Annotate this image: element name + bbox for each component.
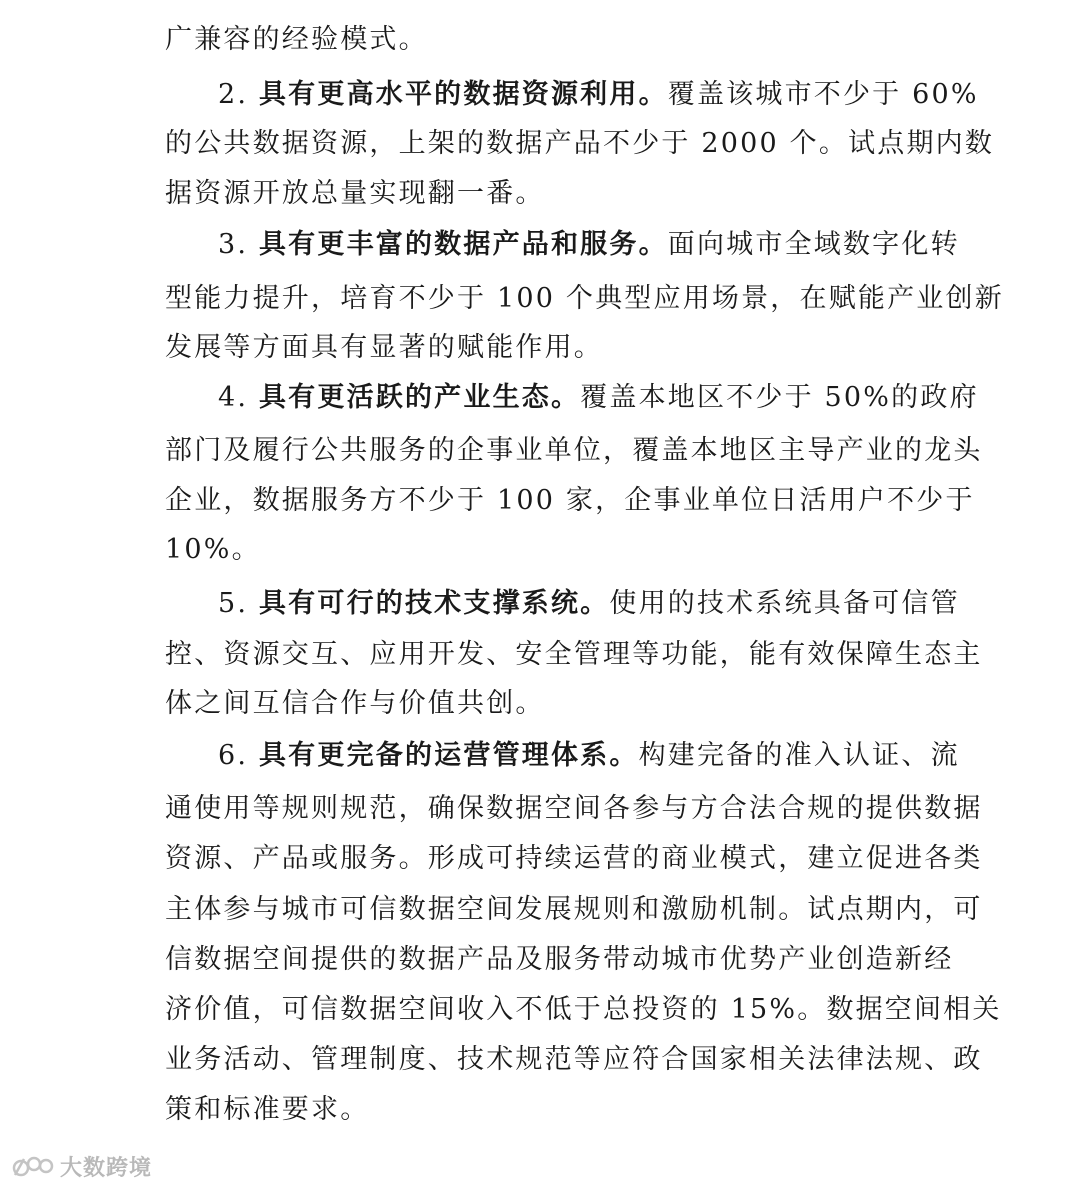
paragraph-line: 广兼容的经验模式。 bbox=[165, 24, 428, 55]
item-heading: 具有更活跃的产业生态。 bbox=[258, 382, 581, 413]
item-text: 构建完备的准入认证、流 bbox=[638, 740, 960, 771]
item-number: 6. bbox=[218, 740, 249, 771]
paragraph-line: 发展等方面具有显著的赋能作用。 bbox=[165, 332, 603, 363]
watermark-text: 大数跨境 bbox=[60, 1155, 153, 1181]
paragraph-line: 控、资源交互、应用开发、安全管理等功能，能有效保障生态主 bbox=[165, 639, 983, 670]
item-heading: 具有更完备的运营管理体系。 bbox=[258, 740, 639, 771]
item-text: 覆盖该城市不少于 60% bbox=[667, 79, 979, 110]
brand-logo-icon bbox=[12, 1153, 54, 1179]
paragraph-line: 体之间互信合作与价值共创。 bbox=[165, 688, 545, 719]
item-number: 3. bbox=[218, 229, 249, 260]
paragraph-line: 的公共数据资源，上架的数据产品不少于 2000 个。试点期内数 bbox=[165, 128, 995, 159]
item-number: 5. bbox=[218, 588, 249, 619]
paragraph-first-line bbox=[218, 586, 960, 622]
paragraph-line: 主体参与城市可信数据空间发展规则和激励机制。试点期内，可 bbox=[165, 894, 983, 925]
paragraph-line: 资源、产品或服务。形成可持续运营的商业模式，建立促进各类 bbox=[165, 843, 983, 874]
item-text: 覆盖本地区不少于 50%的政府 bbox=[580, 382, 979, 413]
paragraph-line: 企业，数据服务方不少于 100 家，企事业单位日活用户不少于 bbox=[165, 485, 975, 516]
paragraph-first-line bbox=[218, 77, 979, 113]
item-heading: 具有更高水平的数据资源利用。 bbox=[258, 79, 668, 110]
paragraph-line: 策和标准要求。 bbox=[165, 1094, 370, 1125]
item-heading: 具有可行的技术支撑系统。 bbox=[258, 588, 610, 619]
item-heading: 具有更丰富的数据产品和服务。 bbox=[258, 229, 668, 260]
item-number: 4. bbox=[218, 382, 249, 413]
paragraph-line: 通使用等规则规范，确保数据空间各参与方合法合规的提供数据 bbox=[165, 793, 983, 824]
paragraph-line: 信数据空间提供的数据产品及服务带动城市优势产业创造新经 bbox=[165, 944, 954, 975]
paragraph-line: 据资源开放总量实现翻一番。 bbox=[165, 178, 545, 209]
paragraph-first-line bbox=[218, 227, 960, 263]
paragraph-line: 业务活动、管理制度、技术规范等应符合国家相关法律法规、政 bbox=[165, 1044, 983, 1075]
paragraph-line: 济价值，可信数据空间收入不低于总投资的 15%。数据空间相关 bbox=[165, 994, 1002, 1025]
item-text: 面向城市全域数字化转 bbox=[667, 229, 960, 260]
item-text: 使用的技术系统具备可信管 bbox=[609, 588, 960, 619]
paragraph-line: 部门及履行公共服务的企事业单位，覆盖本地区主导产业的龙头 bbox=[165, 435, 983, 466]
paragraph-first-line bbox=[218, 380, 979, 416]
watermark bbox=[12, 1146, 152, 1186]
paragraph-first-line bbox=[218, 738, 960, 774]
paragraph-line: 10%。 bbox=[165, 534, 261, 565]
paragraph-line: 型能力提升，培育不少于 100 个典型应用场景，在赋能产业创新 bbox=[165, 283, 1004, 314]
item-number: 2. bbox=[218, 79, 249, 110]
